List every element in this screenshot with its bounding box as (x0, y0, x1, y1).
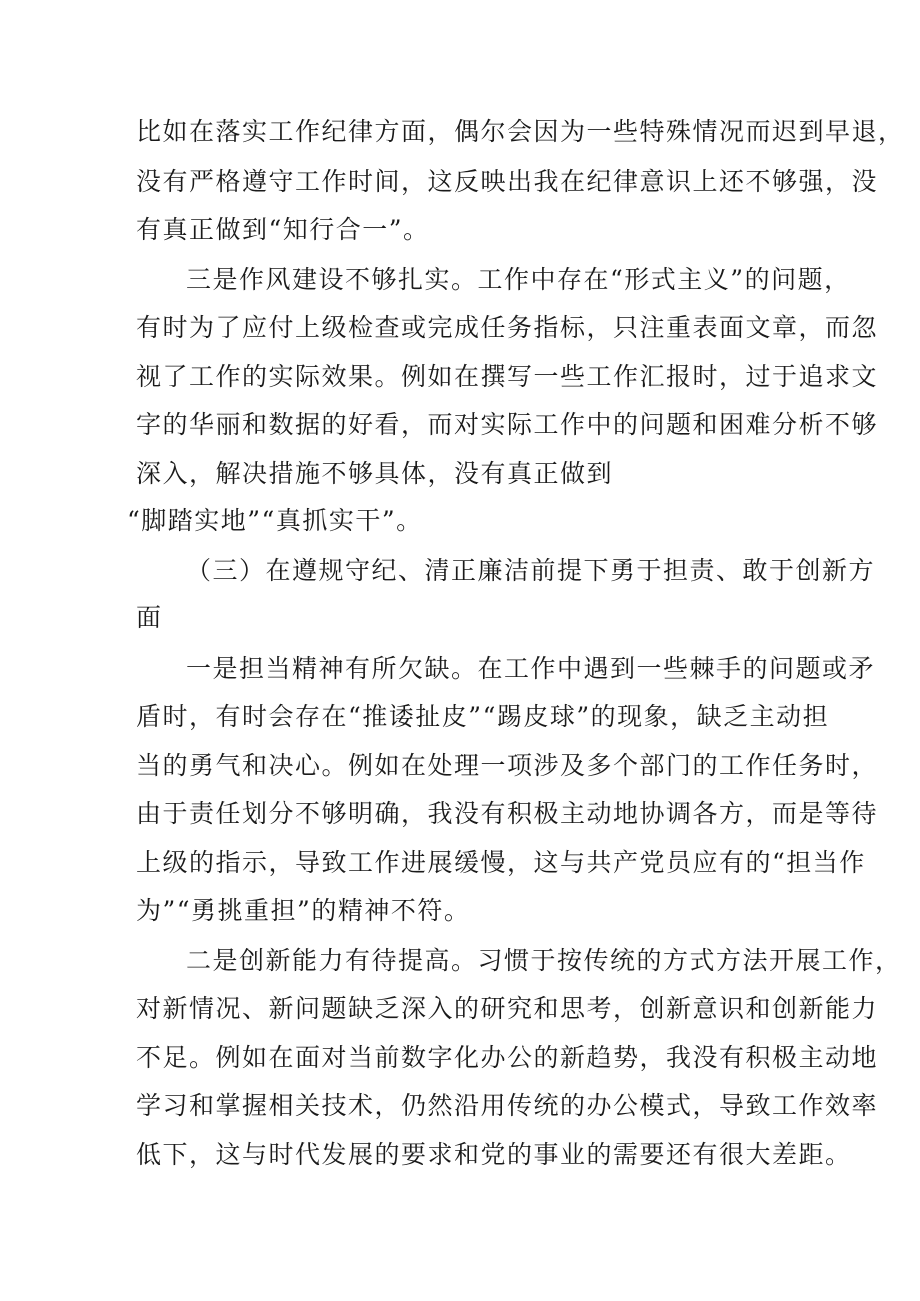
paragraph-start-line: 一是担当精神有所欠缺。在工作中遇到一些棘手的问题或矛 (186, 654, 876, 683)
text-line: 深入，解决措施不够具体，没有真正做到 (136, 459, 614, 488)
text-line: “脚踏实地”“真抓实干”。 (127, 506, 423, 535)
text-line: 上级的指示，导致工作进展缓慢，这与共产党员应有的“担当作 (136, 848, 866, 877)
text-line: 为”“勇挑重担”的精神不符。 (136, 896, 471, 925)
text-line: 视了工作的实际效果。例如在撰写一些工作汇报时，过于追求文 (136, 362, 879, 391)
section-heading-line: （三）在遵规守纪、清正廉洁前提下勇于担责、敢于创新方 (186, 556, 876, 585)
text-line: 学习和掌握相关技术，仍然沿用传统的办公模式，导致工作效率 (136, 1091, 879, 1120)
paragraph-start-line: 二是创新能力有待提高。习惯于按传统的方式方法开展工作， (186, 946, 902, 975)
text-line: 当的勇气和决心。例如在处理一项涉及多个部门的工作任务时， (136, 751, 879, 780)
text-line: 对新情况、新问题缺乏深入的研究和思考，创新意识和创新能力 (136, 994, 879, 1023)
text-line: 有时为了应付上级检查或完成任务指标，只注重表面文章，而忽 (136, 313, 879, 342)
paragraph-start-line: 三是作风建设不够扎实。工作中存在“形式主义”的问题， (186, 265, 851, 294)
text-line: 低下，这与时代发展的要求和党的事业的需要还有很大差距。 (136, 1140, 852, 1169)
text-line: 不足。例如在面对当前数字化办公的新趋势，我没有积极主动地 (136, 1043, 879, 1072)
text-line: 由于责任划分不够明确，我没有积极主动地协调各方，而是等待 (136, 799, 879, 828)
text-line: 比如在落实工作纪律方面，偶尔会因为一些特殊情况而迟到早退， (136, 117, 905, 146)
text-line: 字的华丽和数据的好看，而对实际工作中的问题和困难分析不够 (136, 410, 879, 439)
text-line: 没有严格遵守工作时间，这反映出我在纪律意识上还不够强，没 (136, 167, 879, 196)
text-line: 有真正做到“知行合一”。 (136, 215, 430, 244)
section-heading-line: 面 (136, 603, 163, 632)
text-line: 盾时，有时会存在“推诿扯皮”“踢皮球”的现象，缺乏主动担 (136, 702, 830, 731)
